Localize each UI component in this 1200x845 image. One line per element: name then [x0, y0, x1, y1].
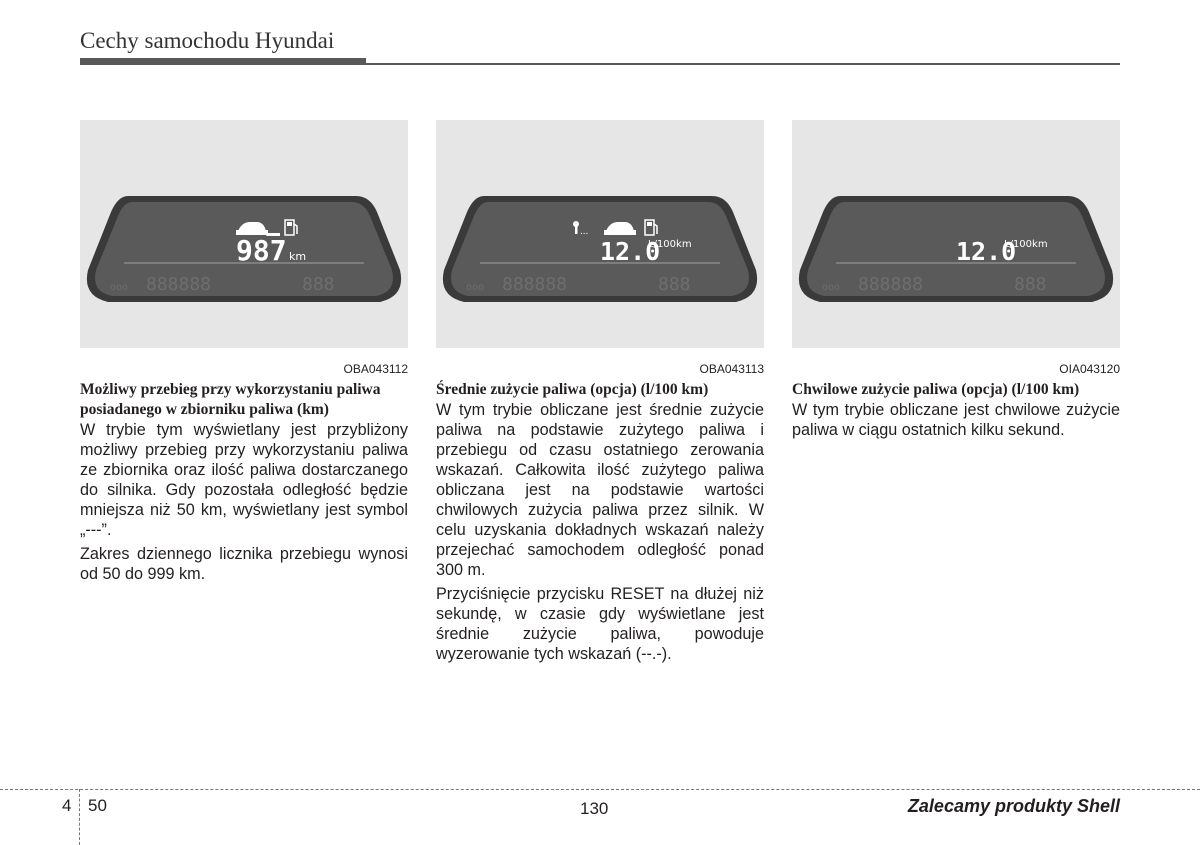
display-unit: L/100km — [1004, 239, 1048, 250]
header-rule-thick — [80, 58, 366, 65]
column-instant-consumption — [792, 120, 1120, 440]
cluster-display-illustration — [80, 120, 408, 348]
header-title: Cechy samochodu Hyundai — [80, 28, 335, 53]
svg-text:...: ... — [580, 226, 589, 237]
section-heading: Możliwy przebieg przy wykorzystaniu paliwa posiadanego w zbiorniku paliwa (km) — [80, 381, 381, 418]
display-unit: L/100km — [648, 239, 692, 250]
display-value: 987 — [236, 234, 287, 267]
column-average-consumption — [436, 120, 764, 664]
section-paragraph: W trybie tym wyświetlany jest przybliżony możliwy przebieg przy wykorzystaniu paliwa ze zbiornika oraz ilość paliwa dostarczanego do silnika. Gdy pozostała odległość będzie mniejsza niż 50 km, wyświetlany jest symbol „---”. — [80, 421, 408, 539]
figure-average-display — [436, 120, 764, 348]
chapter-number: 4 — [62, 796, 72, 815]
footer-rule — [0, 789, 1200, 790]
header-rule-thin — [366, 63, 1120, 65]
column-range — [80, 120, 408, 584]
section-paragraph: Przyciśnięcie przycisku RESET na dłużej niż sekundę, w czasie gdy wyświetlane jest średnie zużycie paliwa, powoduje wyzerowanie tych wskazań (--.-). — [436, 585, 764, 663]
cluster-display-illustration — [792, 120, 1120, 348]
svg-text:ooo: ooo — [110, 282, 129, 293]
svg-text:888: 888 — [302, 274, 335, 295]
display-value: 12.0 — [600, 237, 661, 266]
footer-divider — [79, 789, 80, 845]
section-heading: Średnie zużycie paliwa (opcja) (l/100 km) — [436, 381, 709, 398]
section-paragraph: W tym trybie obliczane jest chwilowe zużycie paliwa w ciągu ostatnich kilku sekund. — [792, 401, 1120, 439]
figure-code: OBA043113 — [699, 362, 764, 376]
svg-text:ooo: ooo — [466, 282, 485, 293]
figure-range-display — [80, 120, 408, 348]
svg-text:888888: 888888 — [502, 274, 568, 295]
svg-text:888888: 888888 — [858, 274, 924, 295]
svg-text:888: 888 — [658, 274, 691, 295]
document-page-number: 130 — [580, 799, 609, 818]
cluster-display-illustration — [436, 120, 764, 348]
section-paragraph: Zakres dziennego licznika przebiegu wynosi od 50 do 999 km. — [80, 545, 408, 583]
section-heading: Chwilowe zużycie paliwa (opcja) (l/100 km) — [792, 381, 1080, 398]
svg-text:888: 888 — [1014, 274, 1047, 295]
page-number: 50 — [88, 796, 107, 815]
display-value: 12.0 — [956, 237, 1017, 266]
figure-code: OBA043112 — [343, 362, 408, 376]
section-paragraph: W tym trybie obliczane jest średnie zużycie paliwa na podstawie zużytego paliwa i przebiegu od czasu ostatniego zerowania wskazań. Całkowita ilość zużytego paliwa obliczana jest na podstawie wartości chwilowych zużycia paliwa przez silnik. W celu uzyskania dokładnych wskazań należy przejechać samochodem odległość ponad 300 m. — [436, 401, 764, 579]
footer-slogan: Zalecamy produkty Shell — [907, 796, 1120, 816]
display-unit: km — [289, 250, 307, 263]
figure-instant-display — [792, 120, 1120, 348]
svg-text:888888: 888888 — [146, 274, 212, 295]
svg-text:ooo: ooo — [822, 282, 841, 293]
figure-code: OIA043120 — [1059, 362, 1120, 376]
